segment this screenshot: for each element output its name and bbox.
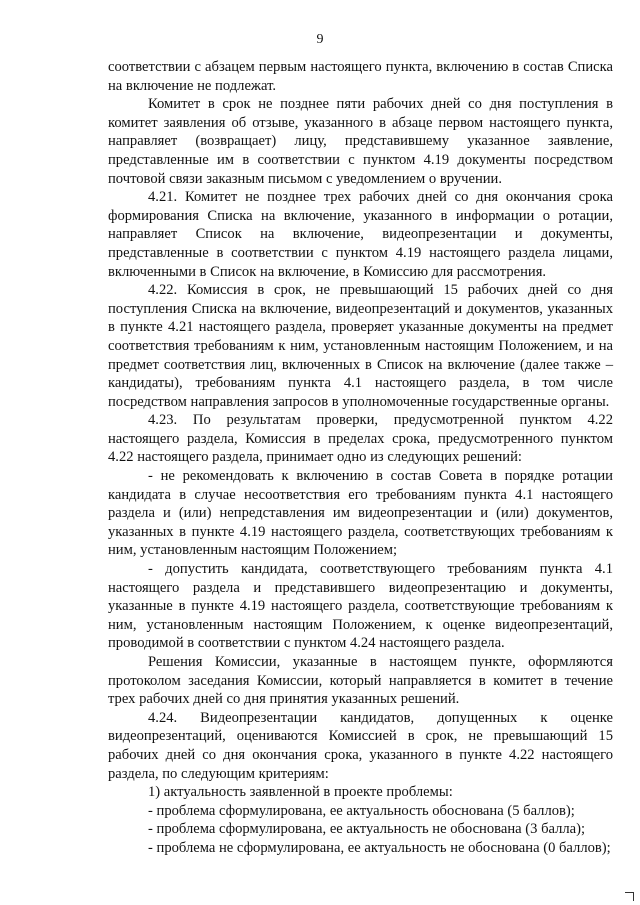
- paragraph: - проблема не сформулирована, ее актуальность не обоснована (0 баллов);: [148, 839, 611, 856]
- page-number: 9: [316, 32, 324, 47]
- paragraph: - проблема сформулирована, ее актуальность не обоснована (3 балла);: [148, 821, 586, 838]
- document-body: [108, 58, 613, 858]
- paragraph: 1) актуальность заявленной в проекте проблемы:: [148, 784, 453, 801]
- paragraph: - проблема сформулирована, ее актуальность обоснована (5 баллов);: [148, 802, 575, 819]
- paragraph: Комитет в срок не позднее пяти рабочих дней со дня поступления в комитет заявления об отзыве, указанного в абзаце первом настоящего пункта, направляет (возвращает) лицу, представившему указанное заявление, представленные им в соответствии с пунктом 4.19 документы посредством почтовой связи заказным письмом с уведомлением о вручении.: [108, 96, 613, 187]
- paragraph: 4.23. По результатам проверки, предусмотренной пунктом 4.22 настоящего раздела, Комиссия в пределах срока, предусмотренного пунктом 4.22 настоящего раздела, принимает одно из следующих решений:: [108, 412, 613, 466]
- paragraph: соответствии с абзацем первым настоящего пункта, включению в состав Списка на включение не подлежат.: [108, 59, 613, 94]
- paragraph: Решения Комиссии, указанные в настоящем пункте, оформляются протоколом заседания Комиссии, который направляется в комитет в течение трех рабочих дней со дня принятия указанных решений.: [108, 654, 613, 708]
- paragraph: - допустить кандидата, соответствующего требованиям пункта 4.1 настоящего раздела и представившего видеопрезентацию и документы, указанные в пункте 4.19 настоящего раздела, соответствующие требованиям к ним, установленным настоящим Положением, к оценке видеопрезентаций, проводимой в соответствии с пунктом 4.24 настоящего раздела.: [108, 561, 613, 652]
- paragraph: 4.22. Комиссия в срок, не превышающий 15 рабочих дней со дня поступления Списка на включение, видеопрезентаций и документов, указанных в пункте 4.21 настоящего раздела, проверяет указанные документы на предмет соответствия требованиям к ним, установленным настоящим Положением, и на предмет соответствия лиц, включенных в Список на включение (далее также – кандидаты), требованиям пункта 4.1 настоящего раздела, в том числе посредством направления запросов в уполномоченные государственные органы.: [108, 282, 613, 410]
- paragraph: 4.21. Комитет не позднее трех рабочих дней со дня окончания срока формирования Списка на включение, указанного в информации о ротации, направляет Список на включение, видеопрезентации и документы, представленные в соответствии с пунктом 4.19 настоящего раздела лицами, включенными в Список на включение, в Комиссию для рассмотрения.: [108, 189, 613, 280]
- paragraph: - не рекомендовать к включению в состав Совета в порядке ротации кандидата в случае несоответствия его требованиям пункта 4.1 настоящего раздела и (или) непредставления им видеопрезентации и (или) документов, указанных в пункте 4.19 настоящего раздела, соответствующих требованиям к ним, установленным настоящим Положением;: [108, 468, 613, 559]
- corner-mark: [625, 892, 634, 901]
- paragraph: 4.24. Видеопрезентации кандидатов, допущенных к оценке видеопрезентаций, оцениваются Комиссией в срок, не превышающий 15 рабочих дней со дня окончания срока, указанного в пункте 4.22 настоящего раздела, по следующим критериям:: [108, 709, 613, 782]
